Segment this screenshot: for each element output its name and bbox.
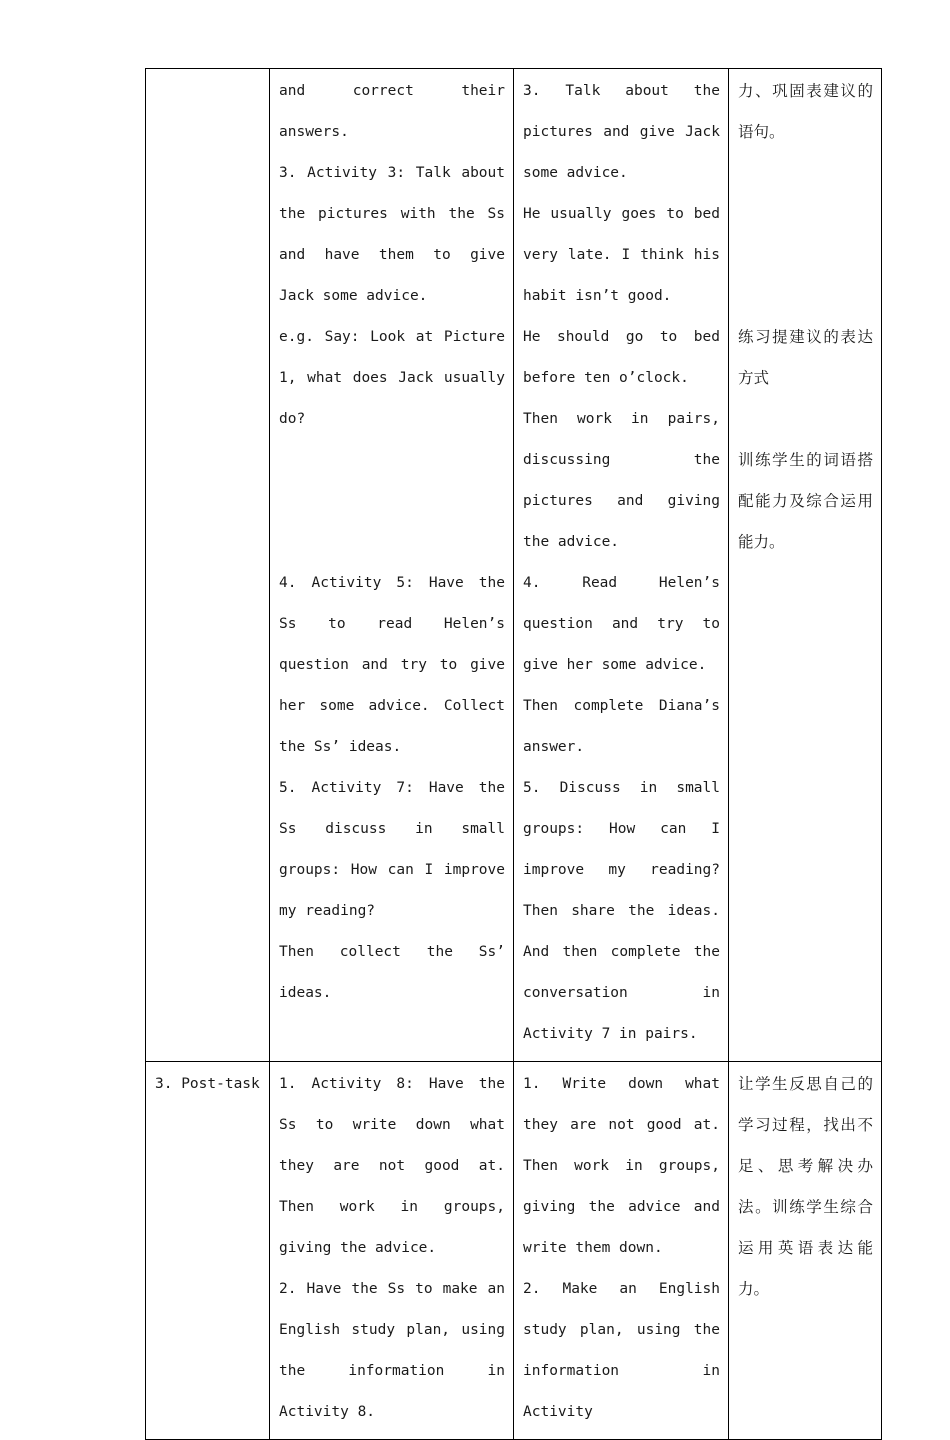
stage-cell <box>146 69 270 1062</box>
purpose-cell <box>729 69 882 1062</box>
student-step: 3. Talk about the pictures and give Jack some advice. <box>523 83 720 181</box>
teacher-step: 2. Have the Ss to make an English study plan, using the information in Activity 8. <box>279 1281 505 1420</box>
teacher-step: Then collect the Ss’ ideas. <box>279 944 505 1001</box>
student-step: He should go to bed before ten o’clock. <box>523 329 720 386</box>
table-row <box>146 69 882 1062</box>
stage-cell <box>146 1062 270 1440</box>
student-step: 2. Make an English study plan, using the information in Activity <box>523 1281 720 1420</box>
purpose-cell <box>729 1062 882 1440</box>
teacher-step: e.g. Say: Look at Picture 1, what does Jack usually do? <box>279 329 505 427</box>
student-activity-cell <box>514 1062 729 1440</box>
student-step: He usually goes to bed very late. I think his habit isn’t good. <box>523 206 720 304</box>
student-step: Then complete Diana’s answer. <box>523 698 720 755</box>
table-row <box>146 1062 882 1440</box>
purpose-text: 练习提建议的表达方式 <box>738 328 873 387</box>
student-step: 5. Discuss in small groups: How can I improve my reading? Then share the ideas. And then complete the conversation in Activity 7 in pairs. <box>523 780 720 1042</box>
stage-label <box>146 69 269 71</box>
student-activity-cell <box>514 69 729 1062</box>
teacher-step: 4. Activity 5: Have the Ss to read Helen’s question and try to give her some advice. Collect the Ss’ ideas. <box>279 575 505 755</box>
teacher-step: 3. Activity 3: Talk about the pictures with the Ss and have them to give Jack some advice. <box>279 165 505 304</box>
spacer <box>279 440 505 563</box>
stage-label: 3. Post-task <box>155 1076 260 1092</box>
teacher-step: and correct their answers. <box>279 83 505 140</box>
teacher-step: 1. Activity 8: Have the Ss to write down what they are not good at. Then work in groups, giving the advice. <box>279 1076 505 1256</box>
purpose-text: 让学生反思自己的学习过程，找出不足、思考解决办法。训练学生综合运用英语表达能力。 <box>738 1075 873 1298</box>
teacher-step: 5. Activity 7: Have the Ss discuss in small groups: How can I improve my reading? <box>279 780 505 919</box>
purpose-text: 训练学生的词语搭配能力及综合运用能力。 <box>738 451 873 551</box>
lesson-plan-table <box>145 68 882 1440</box>
teacher-activity-cell <box>270 69 514 1062</box>
student-step: 1. Write down what they are not good at. Then work in groups, giving the advice and write them down. <box>523 1076 720 1256</box>
teacher-activity-cell <box>270 1062 514 1440</box>
student-step: Then work in pairs, discussing the pictures and giving the advice. <box>523 411 720 550</box>
student-step: 4. Read Helen’s question and try to give her some advice. <box>523 575 720 673</box>
purpose-text: 力、巩固表建议的语句。 <box>738 82 873 141</box>
